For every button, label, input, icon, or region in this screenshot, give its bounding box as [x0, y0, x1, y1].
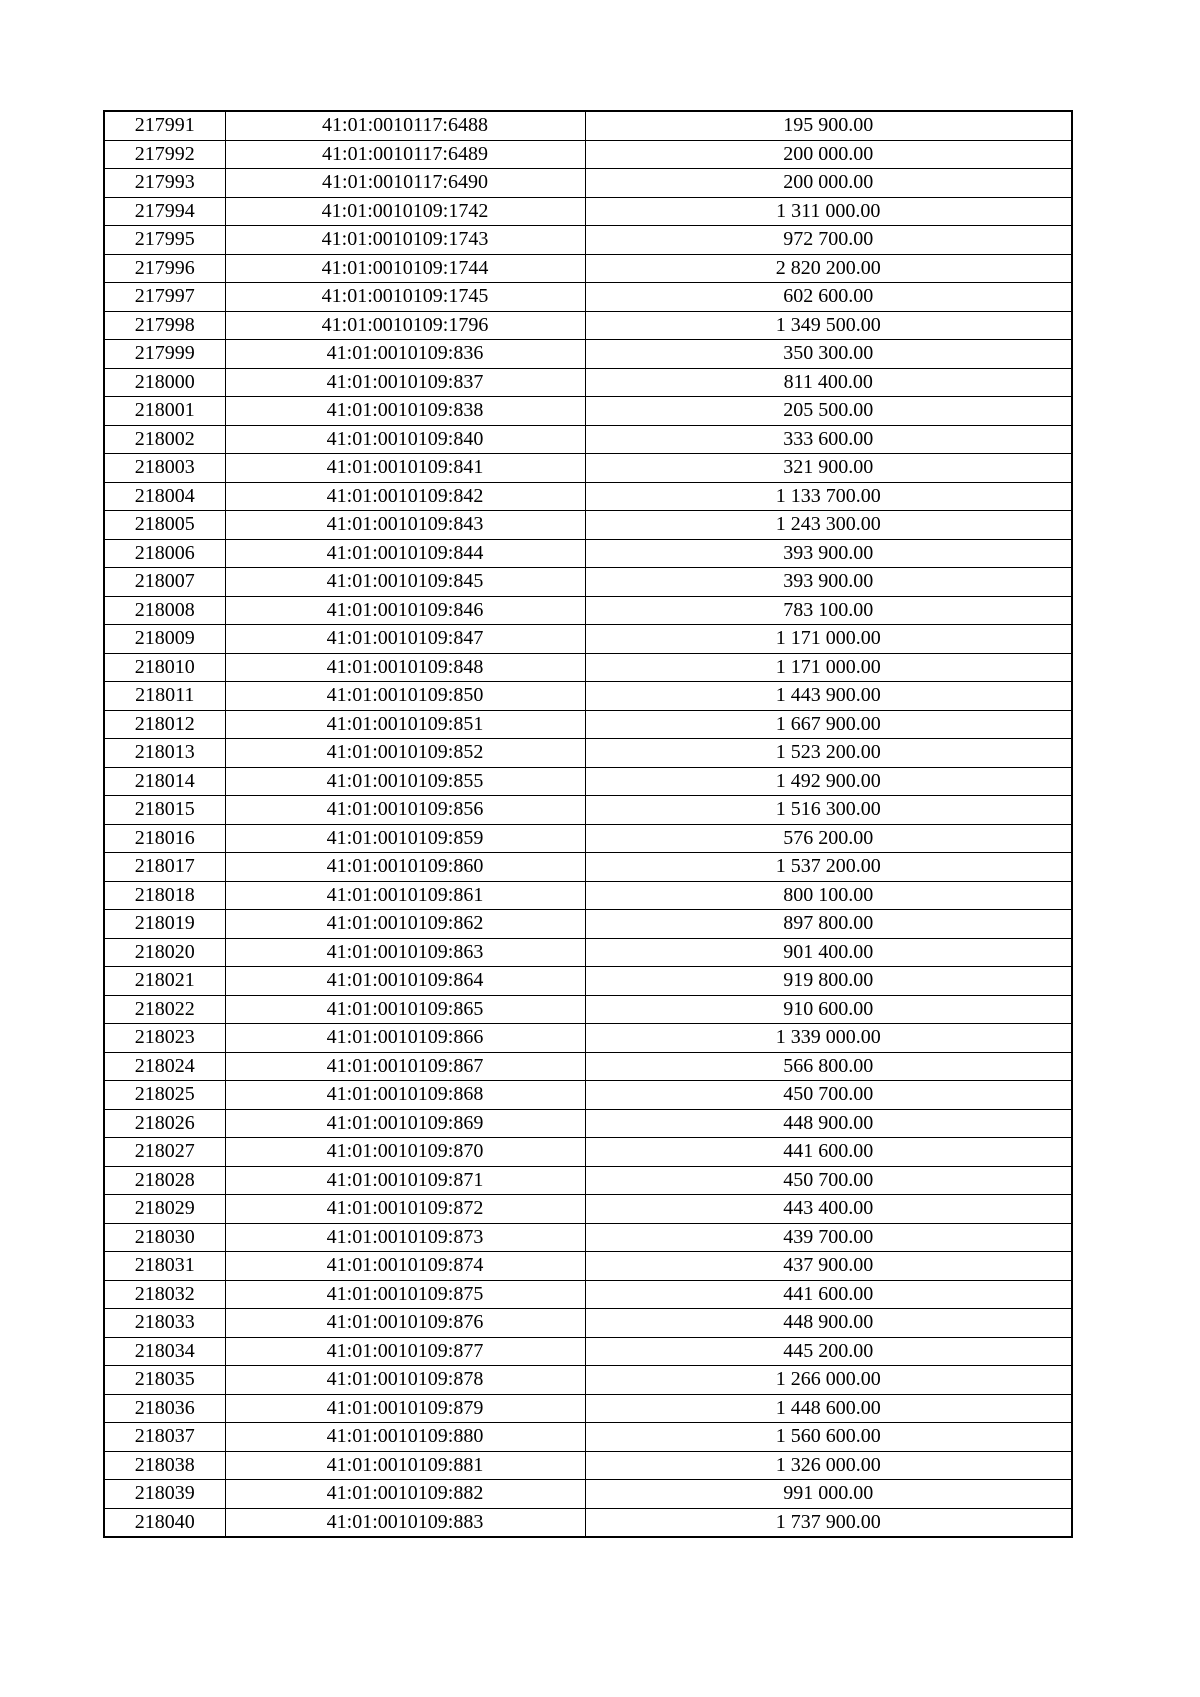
cadastral-number-cell: 41:01:0010109:1796 [225, 311, 585, 340]
cadastral-number-cell: 41:01:0010109:852 [225, 739, 585, 768]
row-number-cell: 218030 [104, 1223, 225, 1252]
row-number-cell: 218000 [104, 368, 225, 397]
cadastral-number-cell: 41:01:0010109:868 [225, 1081, 585, 1110]
row-number-cell: 218002 [104, 425, 225, 454]
cadastral-value-cell: 1 266 000.00 [585, 1366, 1072, 1395]
row-number-cell: 218033 [104, 1309, 225, 1338]
cadastral-value-cell: 1 667 900.00 [585, 710, 1072, 739]
cadastral-value-cell: 448 900.00 [585, 1109, 1072, 1138]
table-row [104, 739, 1072, 768]
cadastral-number-cell: 41:01:0010109:837 [225, 368, 585, 397]
cadastral-number-cell: 41:01:0010109:883 [225, 1508, 585, 1537]
cadastral-number-cell: 41:01:0010109:851 [225, 710, 585, 739]
table-row [104, 967, 1072, 996]
cadastral-value-cell: 566 800.00 [585, 1052, 1072, 1081]
row-number-cell: 217998 [104, 311, 225, 340]
table-row [104, 283, 1072, 312]
row-number-cell: 218009 [104, 625, 225, 654]
cadastral-value-cell: 441 600.00 [585, 1280, 1072, 1309]
cadastral-number-cell: 41:01:0010109:847 [225, 625, 585, 654]
table-row [104, 1280, 1072, 1309]
table-row [104, 1024, 1072, 1053]
cadastral-number-cell: 41:01:0010109:866 [225, 1024, 585, 1053]
table-row [104, 169, 1072, 198]
row-number-cell: 217997 [104, 283, 225, 312]
cadastral-value-cell: 1 133 700.00 [585, 482, 1072, 511]
row-number-cell: 218016 [104, 824, 225, 853]
cadastral-number-cell: 41:01:0010109:842 [225, 482, 585, 511]
cadastral-value-cell: 1 492 900.00 [585, 767, 1072, 796]
cadastral-value-cell: 393 900.00 [585, 539, 1072, 568]
cadastral-number-cell: 41:01:0010109:841 [225, 454, 585, 483]
cadastral-value-cell: 910 600.00 [585, 995, 1072, 1024]
row-number-cell: 218015 [104, 796, 225, 825]
table-row [104, 767, 1072, 796]
cadastral-value-cell: 1 516 300.00 [585, 796, 1072, 825]
cadastral-number-cell: 41:01:0010109:846 [225, 596, 585, 625]
row-number-cell: 218024 [104, 1052, 225, 1081]
cadastral-value-cell: 439 700.00 [585, 1223, 1072, 1252]
cadastral-number-cell: 41:01:0010109:863 [225, 938, 585, 967]
cadastral-value-cell: 1 448 600.00 [585, 1394, 1072, 1423]
table-row [104, 454, 1072, 483]
cadastral-number-cell: 41:01:0010109:1743 [225, 226, 585, 255]
table-row [104, 710, 1072, 739]
cadastral-number-cell: 41:01:0010109:871 [225, 1166, 585, 1195]
cadastral-number-cell: 41:01:0010109:880 [225, 1423, 585, 1452]
cadastral-value-cell: 991 000.00 [585, 1480, 1072, 1509]
table-row [104, 539, 1072, 568]
cadastral-value-cell: 576 200.00 [585, 824, 1072, 853]
row-number-cell: 217996 [104, 254, 225, 283]
cadastral-value-cell: 321 900.00 [585, 454, 1072, 483]
cadastral-value-cell: 1 171 000.00 [585, 653, 1072, 682]
table-row [104, 853, 1072, 882]
table-row [104, 1480, 1072, 1509]
cadastral-number-cell: 41:01:0010109:875 [225, 1280, 585, 1309]
table-row [104, 311, 1072, 340]
cadastral-value-cell: 2 820 200.00 [585, 254, 1072, 283]
table-body [104, 111, 1072, 1537]
table-row [104, 1451, 1072, 1480]
cadastral-value-cell: 1 339 000.00 [585, 1024, 1072, 1053]
cadastral-number-cell: 41:01:0010109:845 [225, 568, 585, 597]
row-number-cell: 217999 [104, 340, 225, 369]
row-number-cell: 218011 [104, 682, 225, 711]
cadastral-number-cell: 41:01:0010109:850 [225, 682, 585, 711]
row-number-cell: 218040 [104, 1508, 225, 1537]
cadastral-value-cell: 441 600.00 [585, 1138, 1072, 1167]
row-number-cell: 218034 [104, 1337, 225, 1366]
table-row [104, 1195, 1072, 1224]
row-number-cell: 218028 [104, 1166, 225, 1195]
cadastral-value-cell: 1 560 600.00 [585, 1423, 1072, 1452]
table-row [104, 1052, 1072, 1081]
cadastral-number-cell: 41:01:0010109:879 [225, 1394, 585, 1423]
row-number-cell: 218005 [104, 511, 225, 540]
cadastral-value-cell: 972 700.00 [585, 226, 1072, 255]
cadastral-value-cell: 333 600.00 [585, 425, 1072, 454]
table-row [104, 824, 1072, 853]
cadastral-number-cell: 41:01:0010109:876 [225, 1309, 585, 1338]
cadastral-value-cell: 450 700.00 [585, 1166, 1072, 1195]
cadastral-value-cell: 901 400.00 [585, 938, 1072, 967]
cadastral-number-cell: 41:01:0010109:873 [225, 1223, 585, 1252]
row-number-cell: 218029 [104, 1195, 225, 1224]
cadastral-value-cell: 1 311 000.00 [585, 197, 1072, 226]
cadastral-value-cell: 1 523 200.00 [585, 739, 1072, 768]
row-number-cell: 218019 [104, 910, 225, 939]
cadastral-number-cell: 41:01:0010109:861 [225, 881, 585, 910]
cadastral-value-cell: 437 900.00 [585, 1252, 1072, 1281]
row-number-cell: 218037 [104, 1423, 225, 1452]
table-row [104, 1138, 1072, 1167]
cadastral-number-cell: 41:01:0010117:6489 [225, 140, 585, 169]
row-number-cell: 218004 [104, 482, 225, 511]
cadastral-number-cell: 41:01:0010109:1742 [225, 197, 585, 226]
table-row [104, 1337, 1072, 1366]
cadastral-number-cell: 41:01:0010109:864 [225, 967, 585, 996]
cadastral-value-cell: 1 171 000.00 [585, 625, 1072, 654]
row-number-cell: 218001 [104, 397, 225, 426]
row-number-cell: 218007 [104, 568, 225, 597]
table-row [104, 568, 1072, 597]
table-row [104, 596, 1072, 625]
cadastral-value-cell: 1 737 900.00 [585, 1508, 1072, 1537]
cadastral-value-cell: 393 900.00 [585, 568, 1072, 597]
row-number-cell: 218036 [104, 1394, 225, 1423]
cadastral-value-cell: 195 900.00 [585, 111, 1072, 140]
row-number-cell: 217993 [104, 169, 225, 198]
cadastral-number-cell: 41:01:0010109:877 [225, 1337, 585, 1366]
table-row [104, 425, 1072, 454]
row-number-cell: 218023 [104, 1024, 225, 1053]
row-number-cell: 218020 [104, 938, 225, 967]
cadastral-number-cell: 41:01:0010109:838 [225, 397, 585, 426]
row-number-cell: 217994 [104, 197, 225, 226]
cadastral-number-cell: 41:01:0010109:881 [225, 1451, 585, 1480]
cadastral-value-cell: 205 500.00 [585, 397, 1072, 426]
table-row [104, 1252, 1072, 1281]
table-row [104, 340, 1072, 369]
table-row [104, 653, 1072, 682]
table-row [104, 482, 1072, 511]
cadastral-number-cell: 41:01:0010109:855 [225, 767, 585, 796]
cadastral-number-cell: 41:01:0010109:874 [225, 1252, 585, 1281]
row-number-cell: 218022 [104, 995, 225, 1024]
table-row [104, 995, 1072, 1024]
cadastral-value-cell: 445 200.00 [585, 1337, 1072, 1366]
table-row [104, 1223, 1072, 1252]
row-number-cell: 218035 [104, 1366, 225, 1395]
cadastral-number-cell: 41:01:0010109:869 [225, 1109, 585, 1138]
table-row [104, 910, 1072, 939]
cadastral-value-cell: 1 243 300.00 [585, 511, 1072, 540]
table-row [104, 511, 1072, 540]
row-number-cell: 218014 [104, 767, 225, 796]
table-row [104, 1423, 1072, 1452]
cadastral-value-cell: 1 443 900.00 [585, 682, 1072, 711]
cadastral-number-cell: 41:01:0010109:878 [225, 1366, 585, 1395]
row-number-cell: 218018 [104, 881, 225, 910]
table-row [104, 938, 1072, 967]
cadastral-number-cell: 41:01:0010109:843 [225, 511, 585, 540]
table-row [104, 1166, 1072, 1195]
cadastral-number-cell: 41:01:0010109:882 [225, 1480, 585, 1509]
cadastral-number-cell: 41:01:0010109:865 [225, 995, 585, 1024]
row-number-cell: 218010 [104, 653, 225, 682]
cadastral-value-cell: 800 100.00 [585, 881, 1072, 910]
cadastral-number-cell: 41:01:0010109:870 [225, 1138, 585, 1167]
row-number-cell: 218025 [104, 1081, 225, 1110]
row-number-cell: 218006 [104, 539, 225, 568]
table-row [104, 197, 1072, 226]
table-row [104, 1394, 1072, 1423]
table-row [104, 1366, 1072, 1395]
table-row [104, 881, 1072, 910]
cadastral-number-cell: 41:01:0010109:860 [225, 853, 585, 882]
cadastral-value-cell: 448 900.00 [585, 1309, 1072, 1338]
row-number-cell: 218031 [104, 1252, 225, 1281]
table-row [104, 1508, 1072, 1537]
table-row [104, 140, 1072, 169]
cadastral-value-cell: 1 326 000.00 [585, 1451, 1072, 1480]
cadastral-value-cell: 783 100.00 [585, 596, 1072, 625]
cadastral-number-cell: 41:01:0010109:848 [225, 653, 585, 682]
cadastral-number-cell: 41:01:0010109:859 [225, 824, 585, 853]
cadastral-value-cell: 897 800.00 [585, 910, 1072, 939]
cadastral-number-cell: 41:01:0010109:840 [225, 425, 585, 454]
row-number-cell: 218039 [104, 1480, 225, 1509]
table-row [104, 254, 1072, 283]
cadastral-number-cell: 41:01:0010109:836 [225, 340, 585, 369]
cadastral-value-cell: 602 600.00 [585, 283, 1072, 312]
table-row [104, 1081, 1072, 1110]
cadastral-number-cell: 41:01:0010109:856 [225, 796, 585, 825]
table-row [104, 682, 1072, 711]
cadastral-number-cell: 41:01:0010109:1744 [225, 254, 585, 283]
row-number-cell: 217995 [104, 226, 225, 255]
cadastral-number-cell: 41:01:0010117:6488 [225, 111, 585, 140]
row-number-cell: 218017 [104, 853, 225, 882]
row-number-cell: 218003 [104, 454, 225, 483]
row-number-cell: 218012 [104, 710, 225, 739]
table-row [104, 226, 1072, 255]
table-row [104, 397, 1072, 426]
table-row [104, 1109, 1072, 1138]
row-number-cell: 218038 [104, 1451, 225, 1480]
row-number-cell: 217992 [104, 140, 225, 169]
table-row [104, 796, 1072, 825]
table-row [104, 1309, 1072, 1338]
table-row [104, 625, 1072, 654]
row-number-cell: 218008 [104, 596, 225, 625]
cadastral-value-cell: 811 400.00 [585, 368, 1072, 397]
cadastral-number-cell: 41:01:0010109:872 [225, 1195, 585, 1224]
cadastral-value-cell: 1 349 500.00 [585, 311, 1072, 340]
row-number-cell: 217991 [104, 111, 225, 140]
table-row [104, 368, 1072, 397]
row-number-cell: 218026 [104, 1109, 225, 1138]
row-number-cell: 218013 [104, 739, 225, 768]
cadastral-value-table [103, 110, 1073, 1538]
row-number-cell: 218027 [104, 1138, 225, 1167]
cadastral-value-cell: 443 400.00 [585, 1195, 1072, 1224]
cadastral-number-cell: 41:01:0010109:867 [225, 1052, 585, 1081]
cadastral-value-cell: 350 300.00 [585, 340, 1072, 369]
cadastral-value-cell: 200 000.00 [585, 140, 1072, 169]
cadastral-number-cell: 41:01:0010117:6490 [225, 169, 585, 198]
cadastral-number-cell: 41:01:0010109:844 [225, 539, 585, 568]
table-row [104, 111, 1072, 140]
cadastral-value-cell: 1 537 200.00 [585, 853, 1072, 882]
row-number-cell: 218021 [104, 967, 225, 996]
row-number-cell: 218032 [104, 1280, 225, 1309]
cadastral-number-cell: 41:01:0010109:862 [225, 910, 585, 939]
cadastral-value-cell: 200 000.00 [585, 169, 1072, 198]
cadastral-value-cell: 450 700.00 [585, 1081, 1072, 1110]
cadastral-value-cell: 919 800.00 [585, 967, 1072, 996]
cadastral-number-cell: 41:01:0010109:1745 [225, 283, 585, 312]
